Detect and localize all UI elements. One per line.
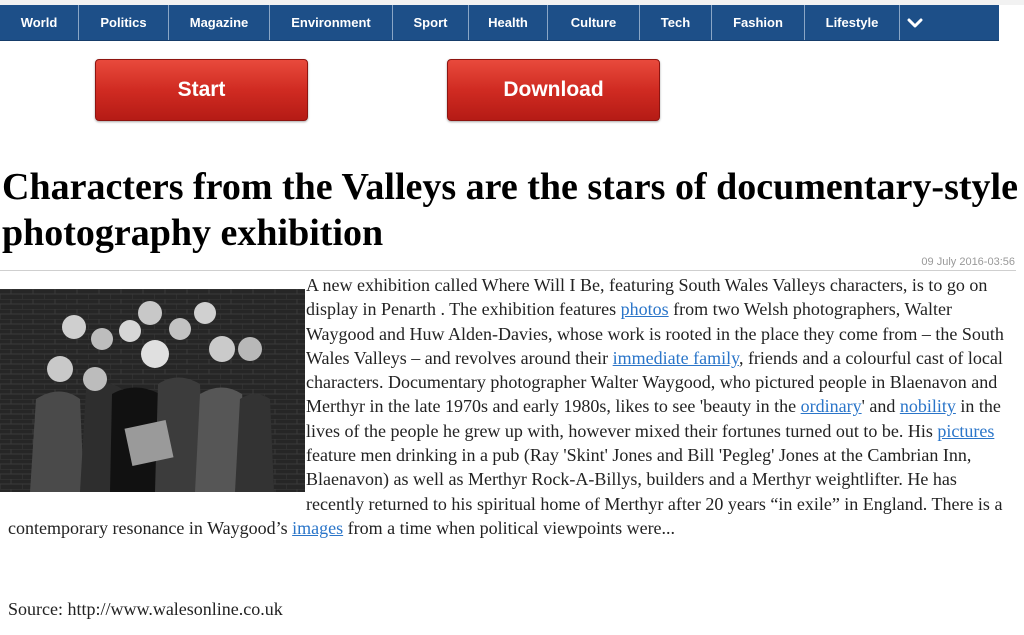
article-text: ' and <box>861 396 900 417</box>
photo-spacer <box>0 273 306 495</box>
article-text: in the lives of the people he grew up with, however mixed their fortunes turned out to be. His <box>306 396 1001 441</box>
link-nobility[interactable]: nobility <box>899 396 956 417</box>
article-body <box>8 273 1008 540</box>
article-headline: Characters from the Valleys are the stars of documentary-style photography exhibition <box>2 166 1018 254</box>
article-text: from a time when political viewpoints were... <box>343 517 676 538</box>
nav-item-fashion[interactable]: Fashion <box>712 5 805 40</box>
link-immediate-family[interactable]: immediate family <box>612 347 739 368</box>
chevron-down-icon <box>907 18 923 28</box>
nav-item-tech[interactable]: Tech <box>640 5 712 40</box>
article-text: from two Welsh photographers, Walter Waygood and Huw Alden-Davies, whose work is rooted in the place they come from – the South Wales Valleys – and revolves around their <box>306 299 1004 368</box>
nav-item-sport[interactable]: Sport <box>393 5 469 40</box>
nav-item-environment[interactable]: Environment <box>270 5 393 40</box>
article-date: 09 July 2016-03:56 <box>921 256 1015 268</box>
link-ordinary[interactable]: ordinary <box>800 396 862 417</box>
divider <box>0 270 1016 271</box>
nav-more-button[interactable] <box>900 5 930 40</box>
nav-item-politics[interactable]: Politics <box>79 5 169 40</box>
nav-item-health[interactable]: Health <box>469 5 548 40</box>
article-text: feature men drinking in a pub (Ray 'Skint' Jones and Bill 'Pegleg' Jones at the Cambrian Inn, Blaenavon) as well as Merthyr Rock-A-Billys, builders and a Merthyr weightlifter. He has recently returned to his spiritual home of Merthyr after 20 years “in exile” in England. There is a contemporary resonance in Waygood’s <box>8 445 1003 538</box>
article-text: , friends and a colourful cast of local characters. Documentary photographer Walter Waygood, who pictured people in Blaenavon and Merthyr in the late 1970s and early 1980s, likes to see 'beauty in the <box>306 347 1003 417</box>
nav-item-magazine[interactable]: Magazine <box>169 5 270 40</box>
link-photos[interactable]: photos <box>620 299 669 320</box>
start-button[interactable]: Start <box>95 59 308 121</box>
category-nav <box>0 5 999 41</box>
nav-item-world[interactable]: World <box>0 5 79 40</box>
article-text: A new exhibition called Where Will I Be, featuring South Wales Valleys characters, is to go on display in Penarth . The exhibition features <box>306 275 988 320</box>
link-images[interactable]: images <box>292 517 344 538</box>
article-source: Source: http://www.walesonline.co.uk <box>8 599 283 619</box>
link-pictures[interactable]: pictures <box>937 420 995 441</box>
download-button[interactable]: Download <box>447 59 660 121</box>
nav-item-lifestyle[interactable]: Lifestyle <box>805 5 900 40</box>
nav-item-culture[interactable]: Culture <box>548 5 640 40</box>
